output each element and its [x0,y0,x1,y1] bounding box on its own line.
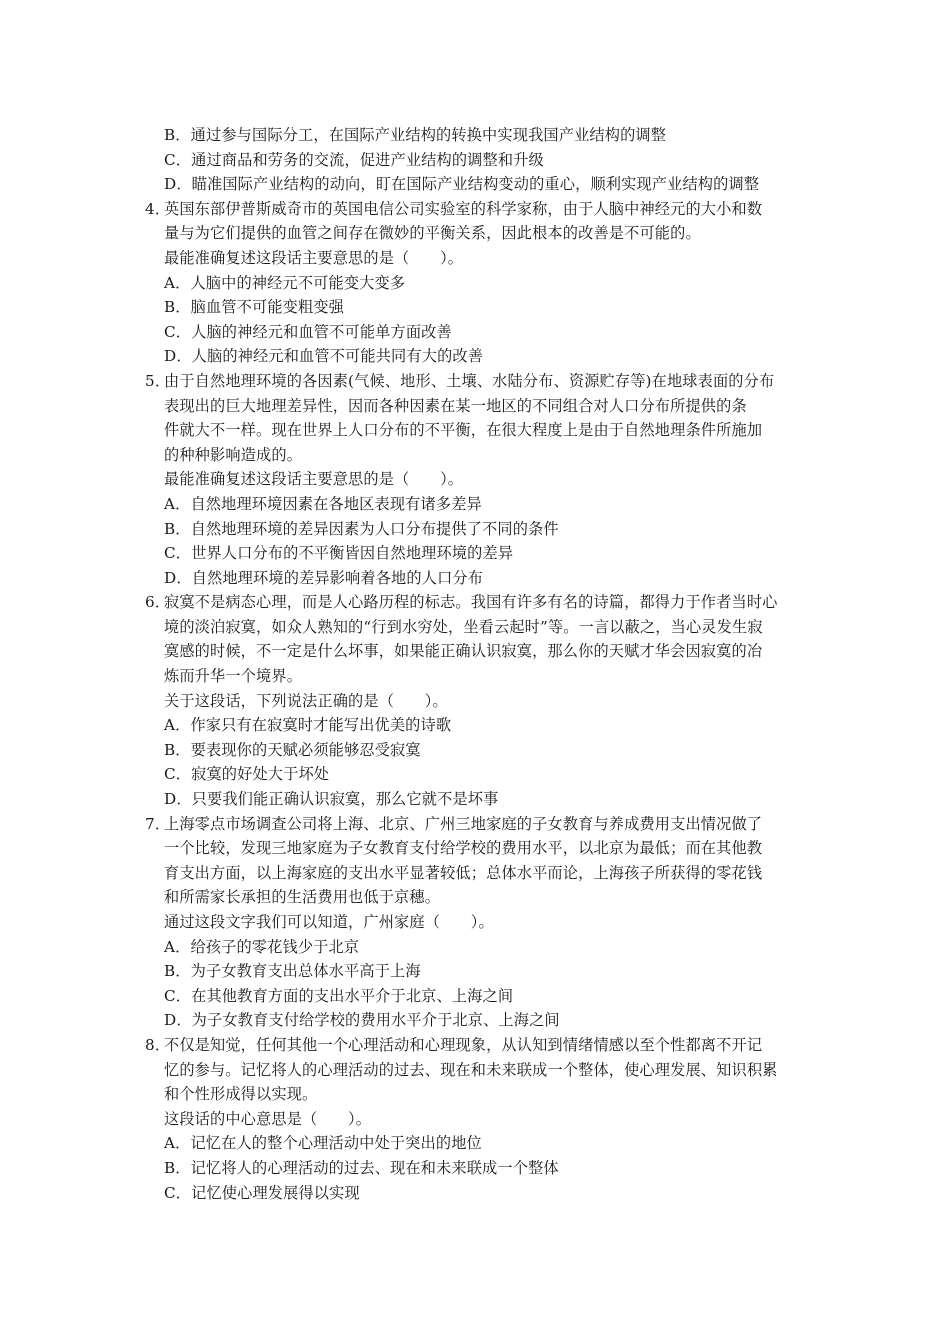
question-7 [0,812,950,1033]
question-prompt: 最能准确复述这段话主要意思的是（ ）。 [164,248,464,267]
question-stem-line: 和个性形成得以实现。 [164,1085,318,1104]
question-stem-line: 寞感的时候，不一定是什么坏事，如果能正确认识寂寞，那么你的天赋才华会因寂寞的冶 [164,642,763,661]
question-stem-line [0,1033,950,1058]
question-5 [0,369,950,590]
option-b: B．自然地理环境的差异因素为人口分布提供了不同的条件 [164,519,559,538]
question-prompt: 最能准确复述这段话主要意思的是（ ）。 [164,470,464,489]
option-a: A．作家只有在寂寞时才能写出优美的诗歌 [164,716,452,735]
option-d: D．只要我们能正确认识寂寞，那么它就不是坏事 [164,790,499,809]
question-prompt: 这段话的中心意思是（ ）。 [164,1109,372,1128]
option-d: D．人脑的神经元和血管不可能共同有大的改善 [164,347,484,366]
option-b: B．脑血管不可能变粗变强 [164,298,345,317]
question-prompt: 通过这段文字我们可以知道，广州家庭（ ）。 [164,913,494,931]
option-a: A．自然地理环境因素在各地区表现有诸多差异 [164,494,482,513]
question-4 [0,197,950,369]
exam-page [0,123,950,1205]
question-stem-line: 炼而升华一个境界。 [164,667,303,686]
option-c: C．寂寞的好处大于坏处 [164,765,330,784]
question-stem-line: 一个比较，发现三地家庭为子女教育支付给学校的费用水平，以北京为最低；而在其他教 [164,839,763,858]
option-d: D．瞄准国际产业结构的动向，盯在国际产业结构变动的重心，顺利实现产业结构的调整 [164,175,760,194]
question-stem-line: 量与为它们提供的血管之间存在微妙的平衡关系，因此根本的改善是不可能的。 [164,224,701,243]
question-3 [0,123,950,197]
option-c: C．世界人口分布的不平衡皆因自然地理环境的差异 [164,544,514,563]
option-a: A．记忆在人的整个心理活动中处于突出的地位 [164,1134,482,1153]
question-number: 6． [145,593,171,612]
option-a: A．给孩子的零花钱少于北京 [164,937,360,956]
question-6 [0,590,950,811]
question-stem-line: 件就大不一样。现在世界上人口分布的不平衡，在很大程度上是由于自然地理条件所施加 [164,421,763,440]
option-b: B．记忆将人的心理活动的过去、现在和未来联成一个整体 [164,1158,559,1177]
option-c: C．通过商品和劳务的交流，促进产业结构的调整和升级 [164,150,544,169]
question-8 [0,1033,950,1205]
question-text: 由于自然地理环境的各因素(气候、地形、土壤、水陆分布、资源贮存等)在地球表面的分布 [164,371,775,390]
question-stem-line [0,369,950,394]
option-b: B．为子女教育支出总体水平高于上海 [164,962,421,981]
question-stem-line: 境的淡泊寂寞，如众人熟知的“行到水穷处，坐看云起时”等。一言以蔽之，当心灵发生寂 [164,617,763,636]
question-stem-line [0,197,950,222]
question-text: 寂寞不是病态心理，而是人心路历程的标志。我国有许多有名的诗篇，都得力于作者当时心 [164,593,778,612]
option-d: D．自然地理环境的差异影响着各地的人口分布 [164,568,484,587]
question-stem-line: 表现出的巨大地理差异性，因而各种因素在某一地区的不同组合对人口分布所提供的条 [164,396,747,415]
option-b: B．要表现你的天赋必须能够忍受寂寞 [164,740,421,759]
question-stem-line [0,812,950,837]
option-c: C．人脑的神经元和血管不可能单方面改善 [164,322,452,341]
question-number: 5． [145,371,171,390]
question-number: 7． [145,814,171,833]
question-text: 不仅是知觉，任何其他一个心理活动和心理现象，从认知到情绪情感以至个性都离不开记 [164,1035,763,1054]
option-c: C．记忆使心理发展得以实现 [164,1183,360,1202]
question-prompt: 关于这段话，下列说法正确的是（ ）。 [164,691,448,710]
question-stem-line: 的种种影响造成的。 [164,445,303,464]
question-text: 英国东部伊普斯威奇市的英国电信公司实验室的科学家称，由于人脑中神经元的大小和数 [164,199,763,218]
question-stem-line: 忆的参与。记忆将人的心理活动的过去、现在和未来联成一个整体，使心理发展、知识积累 [164,1060,778,1079]
question-number: 4． [145,199,171,218]
question-stem-line [0,590,950,615]
question-text: 上海零点市场调查公司将上海、北京、广州三地家庭的子女教育与养成费用支出情况做了 [164,814,763,833]
option-b: B．通过参与国际分工，在国际产业结构的转换中实现我国产业结构的调整 [164,126,667,144]
question-number: 8． [145,1035,171,1054]
question-stem-line: 育支出方面，以上海家庭的支出水平显著较低；总体水平而论，上海孩子所获得的零花钱 [164,863,763,882]
option-d: D．为子女教育支付给学校的费用水平介于北京、上海之间 [164,1011,560,1030]
option-a: A．人脑中的神经元不可能变大变多 [164,273,406,292]
question-stem-line: 和所需家长承担的生活费用也低于京穗。 [164,888,441,907]
option-c: C．在其他教育方面的支出水平介于北京、上海之间 [164,986,514,1005]
